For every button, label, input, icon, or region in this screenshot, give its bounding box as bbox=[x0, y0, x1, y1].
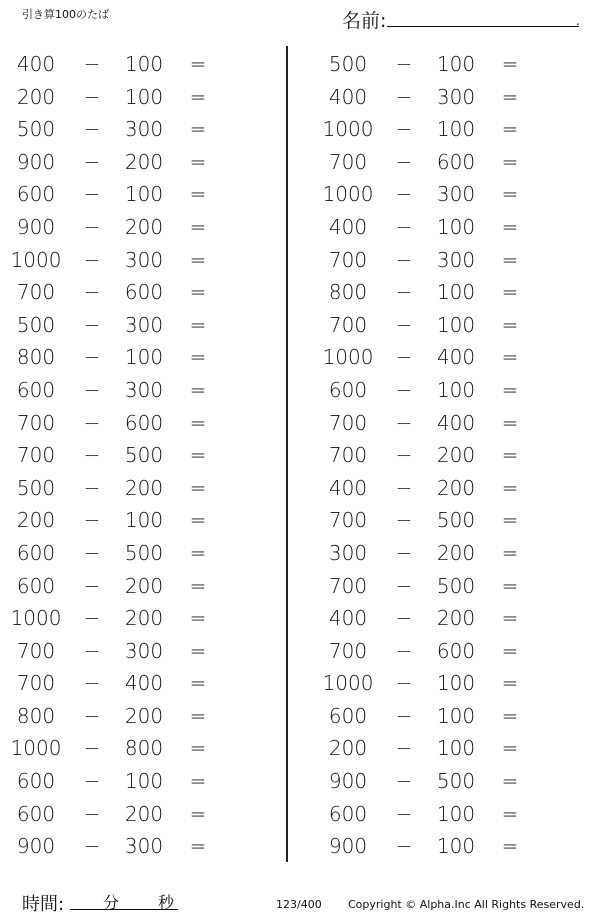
minuend: 700 bbox=[328, 149, 368, 174]
minuend: 700 bbox=[328, 573, 368, 598]
subtrahend: 200 bbox=[124, 573, 164, 598]
minus-sign: − bbox=[395, 801, 413, 826]
subtrahend: 100 bbox=[436, 834, 476, 859]
page-number: 123/400 bbox=[276, 898, 322, 911]
minus-sign: − bbox=[395, 834, 413, 859]
subtrahend: 100 bbox=[436, 377, 476, 402]
equals-sign: = bbox=[189, 801, 207, 826]
subtrahend: 400 bbox=[124, 671, 164, 696]
subtrahend: 200 bbox=[124, 214, 164, 239]
minus-sign: − bbox=[83, 247, 101, 272]
minuend: 700 bbox=[328, 638, 368, 663]
minutes-label: 分 bbox=[103, 893, 120, 912]
subtrahend: 300 bbox=[124, 834, 164, 859]
equals-sign: = bbox=[501, 182, 519, 207]
subtrahend: 300 bbox=[436, 84, 476, 109]
subtrahend: 100 bbox=[124, 508, 164, 533]
minus-sign: − bbox=[83, 182, 101, 207]
equals-sign: = bbox=[501, 117, 519, 142]
subtrahend: 200 bbox=[124, 606, 164, 631]
minus-sign: − bbox=[395, 410, 413, 435]
minuend: 400 bbox=[328, 606, 368, 631]
subtrahend: 500 bbox=[124, 443, 164, 468]
minuend: 400 bbox=[328, 214, 368, 239]
minus-sign: − bbox=[395, 736, 413, 761]
minuend: 800 bbox=[16, 703, 56, 728]
minus-sign: − bbox=[395, 573, 413, 598]
minus-sign: − bbox=[395, 280, 413, 305]
equals-sign: = bbox=[189, 410, 207, 435]
worksheet-title: 引き算100のたば bbox=[22, 8, 109, 21]
subtrahend: 100 bbox=[436, 280, 476, 305]
minuend: 600 bbox=[16, 573, 56, 598]
subtrahend: 100 bbox=[124, 769, 164, 794]
subtrahend: 500 bbox=[436, 508, 476, 533]
equals-sign: = bbox=[501, 769, 519, 794]
minus-sign: − bbox=[395, 638, 413, 663]
equals-sign: = bbox=[189, 703, 207, 728]
minuend: 500 bbox=[16, 117, 56, 142]
minuend: 700 bbox=[328, 508, 368, 533]
minus-sign: − bbox=[83, 117, 101, 142]
equals-sign: = bbox=[189, 671, 207, 696]
name-end-dot: . bbox=[576, 14, 580, 28]
minus-sign: − bbox=[395, 247, 413, 272]
minus-sign: − bbox=[83, 834, 101, 859]
minus-sign: − bbox=[395, 84, 413, 109]
subtrahend: 200 bbox=[124, 703, 164, 728]
equals-sign: = bbox=[189, 736, 207, 761]
equals-sign: = bbox=[501, 443, 519, 468]
equals-sign: = bbox=[501, 84, 519, 109]
minuend: 300 bbox=[328, 540, 368, 565]
equals-sign: = bbox=[189, 84, 207, 109]
minuend: 400 bbox=[16, 52, 56, 76]
equals-sign: = bbox=[189, 182, 207, 207]
minus-sign: − bbox=[395, 149, 413, 174]
equals-sign: = bbox=[501, 377, 519, 402]
equals-sign: = bbox=[189, 606, 207, 631]
minuend: 700 bbox=[16, 671, 56, 696]
minus-sign: − bbox=[83, 769, 101, 794]
equals-sign: = bbox=[501, 410, 519, 435]
subtrahend: 300 bbox=[124, 377, 164, 402]
equals-sign: = bbox=[189, 540, 207, 565]
minuend: 600 bbox=[16, 801, 56, 826]
minus-sign: − bbox=[83, 410, 101, 435]
minus-sign: − bbox=[395, 117, 413, 142]
minus-sign: − bbox=[83, 443, 101, 468]
minus-sign: − bbox=[83, 801, 101, 826]
subtrahend: 200 bbox=[124, 149, 164, 174]
minus-sign: − bbox=[83, 736, 101, 761]
subtrahend: 400 bbox=[436, 345, 476, 370]
equals-sign: = bbox=[189, 149, 207, 174]
subtrahend: 200 bbox=[124, 475, 164, 500]
minuend: 700 bbox=[328, 443, 368, 468]
equals-sign: = bbox=[189, 345, 207, 370]
minuend: 1000 bbox=[10, 736, 62, 761]
subtrahend: 100 bbox=[436, 52, 476, 76]
minuend: 400 bbox=[328, 84, 368, 109]
minuend: 1000 bbox=[322, 671, 374, 696]
minuend: 600 bbox=[16, 182, 56, 207]
subtrahend: 800 bbox=[124, 736, 164, 761]
seconds-label: 秒 bbox=[158, 893, 175, 912]
minuend: 1000 bbox=[322, 117, 374, 142]
minuend: 1000 bbox=[10, 606, 62, 631]
minuend: 700 bbox=[16, 638, 56, 663]
equals-sign: = bbox=[189, 443, 207, 468]
time-label: 時間: bbox=[22, 894, 65, 915]
minuend: 500 bbox=[328, 52, 368, 76]
minus-sign: − bbox=[83, 52, 101, 76]
minuend: 800 bbox=[16, 345, 56, 370]
subtrahend: 200 bbox=[436, 475, 476, 500]
equals-sign: = bbox=[501, 573, 519, 598]
minus-sign: − bbox=[83, 703, 101, 728]
equals-sign: = bbox=[501, 214, 519, 239]
minuend: 1000 bbox=[322, 345, 374, 370]
minuend: 700 bbox=[328, 247, 368, 272]
minus-sign: − bbox=[395, 475, 413, 500]
subtrahend: 300 bbox=[124, 247, 164, 272]
equals-sign: = bbox=[501, 638, 519, 663]
subtrahend: 600 bbox=[436, 149, 476, 174]
subtrahend: 100 bbox=[436, 671, 476, 696]
equals-sign: = bbox=[501, 149, 519, 174]
column-divider bbox=[286, 46, 288, 862]
minuend: 400 bbox=[328, 475, 368, 500]
subtrahend: 100 bbox=[436, 703, 476, 728]
equals-sign: = bbox=[189, 247, 207, 272]
minus-sign: − bbox=[395, 769, 413, 794]
copyright-notice: Copyright © Alpha.Inc All Rights Reserved. bbox=[348, 898, 585, 911]
minus-sign: − bbox=[83, 149, 101, 174]
subtrahend: 100 bbox=[436, 736, 476, 761]
subtrahend: 200 bbox=[436, 443, 476, 468]
minus-sign: − bbox=[395, 312, 413, 337]
minuend: 900 bbox=[328, 769, 368, 794]
minus-sign: − bbox=[395, 703, 413, 728]
equals-sign: = bbox=[501, 475, 519, 500]
equals-sign: = bbox=[501, 606, 519, 631]
minus-sign: − bbox=[395, 52, 413, 76]
subtrahend: 100 bbox=[124, 84, 164, 109]
subtrahend: 600 bbox=[124, 280, 164, 305]
minuend: 200 bbox=[328, 736, 368, 761]
equals-sign: = bbox=[189, 475, 207, 500]
minuend: 500 bbox=[16, 475, 56, 500]
subtrahend: 500 bbox=[436, 573, 476, 598]
subtrahend: 300 bbox=[436, 247, 476, 272]
subtrahend: 100 bbox=[124, 345, 164, 370]
minus-sign: − bbox=[395, 606, 413, 631]
equals-sign: = bbox=[189, 377, 207, 402]
equals-sign: = bbox=[189, 573, 207, 598]
subtrahend: 300 bbox=[436, 182, 476, 207]
minuend: 700 bbox=[16, 280, 56, 305]
subtrahend: 200 bbox=[436, 540, 476, 565]
minuend: 900 bbox=[328, 834, 368, 859]
minus-sign: − bbox=[395, 443, 413, 468]
subtrahend: 400 bbox=[436, 410, 476, 435]
minus-sign: − bbox=[83, 475, 101, 500]
subtrahend: 200 bbox=[124, 801, 164, 826]
minuend: 700 bbox=[16, 443, 56, 468]
subtrahend: 100 bbox=[124, 52, 164, 76]
minuend: 200 bbox=[16, 508, 56, 533]
minuend: 600 bbox=[328, 377, 368, 402]
minuend: 200 bbox=[16, 84, 56, 109]
minus-sign: − bbox=[83, 508, 101, 533]
subtrahend: 100 bbox=[124, 182, 164, 207]
minuend: 1000 bbox=[322, 182, 374, 207]
subtrahend: 500 bbox=[124, 540, 164, 565]
equals-sign: = bbox=[501, 247, 519, 272]
minus-sign: − bbox=[83, 312, 101, 337]
minuend: 700 bbox=[328, 410, 368, 435]
name-label: 名前: bbox=[342, 10, 387, 32]
minus-sign: − bbox=[83, 214, 101, 239]
subtrahend: 300 bbox=[124, 117, 164, 142]
minuend: 900 bbox=[16, 834, 56, 859]
minus-sign: − bbox=[395, 345, 413, 370]
minuend: 500 bbox=[16, 312, 56, 337]
equals-sign: = bbox=[501, 801, 519, 826]
name-field-line[interactable] bbox=[387, 26, 579, 27]
subtrahend: 300 bbox=[124, 312, 164, 337]
minuend: 600 bbox=[328, 703, 368, 728]
minus-sign: − bbox=[83, 280, 101, 305]
subtrahend: 100 bbox=[436, 214, 476, 239]
minuend: 600 bbox=[16, 377, 56, 402]
minuend: 600 bbox=[16, 540, 56, 565]
minus-sign: − bbox=[83, 345, 101, 370]
equals-sign: = bbox=[189, 117, 207, 142]
equals-sign: = bbox=[189, 312, 207, 337]
equals-sign: = bbox=[501, 736, 519, 761]
equals-sign: = bbox=[501, 540, 519, 565]
minus-sign: − bbox=[395, 671, 413, 696]
minus-sign: − bbox=[83, 638, 101, 663]
minus-sign: − bbox=[395, 540, 413, 565]
equals-sign: = bbox=[501, 834, 519, 859]
minus-sign: − bbox=[395, 508, 413, 533]
subtrahend: 100 bbox=[436, 801, 476, 826]
minuend: 900 bbox=[16, 214, 56, 239]
equals-sign: = bbox=[501, 312, 519, 337]
minuend: 1000 bbox=[10, 247, 62, 272]
equals-sign: = bbox=[501, 280, 519, 305]
minus-sign: − bbox=[83, 606, 101, 631]
minus-sign: − bbox=[395, 377, 413, 402]
minus-sign: − bbox=[83, 540, 101, 565]
subtrahend: 600 bbox=[436, 638, 476, 663]
subtrahend: 100 bbox=[436, 117, 476, 142]
equals-sign: = bbox=[501, 52, 519, 76]
subtrahend: 200 bbox=[436, 606, 476, 631]
minuend: 700 bbox=[328, 312, 368, 337]
subtrahend: 600 bbox=[124, 410, 164, 435]
minuend: 700 bbox=[16, 410, 56, 435]
equals-sign: = bbox=[189, 638, 207, 663]
equals-sign: = bbox=[189, 508, 207, 533]
minuend: 900 bbox=[16, 149, 56, 174]
equals-sign: = bbox=[189, 280, 207, 305]
equals-sign: = bbox=[189, 769, 207, 794]
minus-sign: − bbox=[83, 84, 101, 109]
subtrahend: 300 bbox=[124, 638, 164, 663]
minus-sign: − bbox=[395, 182, 413, 207]
minus-sign: − bbox=[83, 671, 101, 696]
minuend: 600 bbox=[328, 801, 368, 826]
subtrahend: 500 bbox=[436, 769, 476, 794]
minuend: 600 bbox=[16, 769, 56, 794]
equals-sign: = bbox=[501, 671, 519, 696]
equals-sign: = bbox=[189, 52, 207, 76]
equals-sign: = bbox=[189, 834, 207, 859]
minus-sign: − bbox=[83, 377, 101, 402]
minus-sign: − bbox=[395, 214, 413, 239]
minuend: 800 bbox=[328, 280, 368, 305]
equals-sign: = bbox=[501, 345, 519, 370]
minus-sign: − bbox=[83, 573, 101, 598]
equals-sign: = bbox=[189, 214, 207, 239]
equals-sign: = bbox=[501, 703, 519, 728]
subtrahend: 100 bbox=[436, 312, 476, 337]
equals-sign: = bbox=[501, 508, 519, 533]
